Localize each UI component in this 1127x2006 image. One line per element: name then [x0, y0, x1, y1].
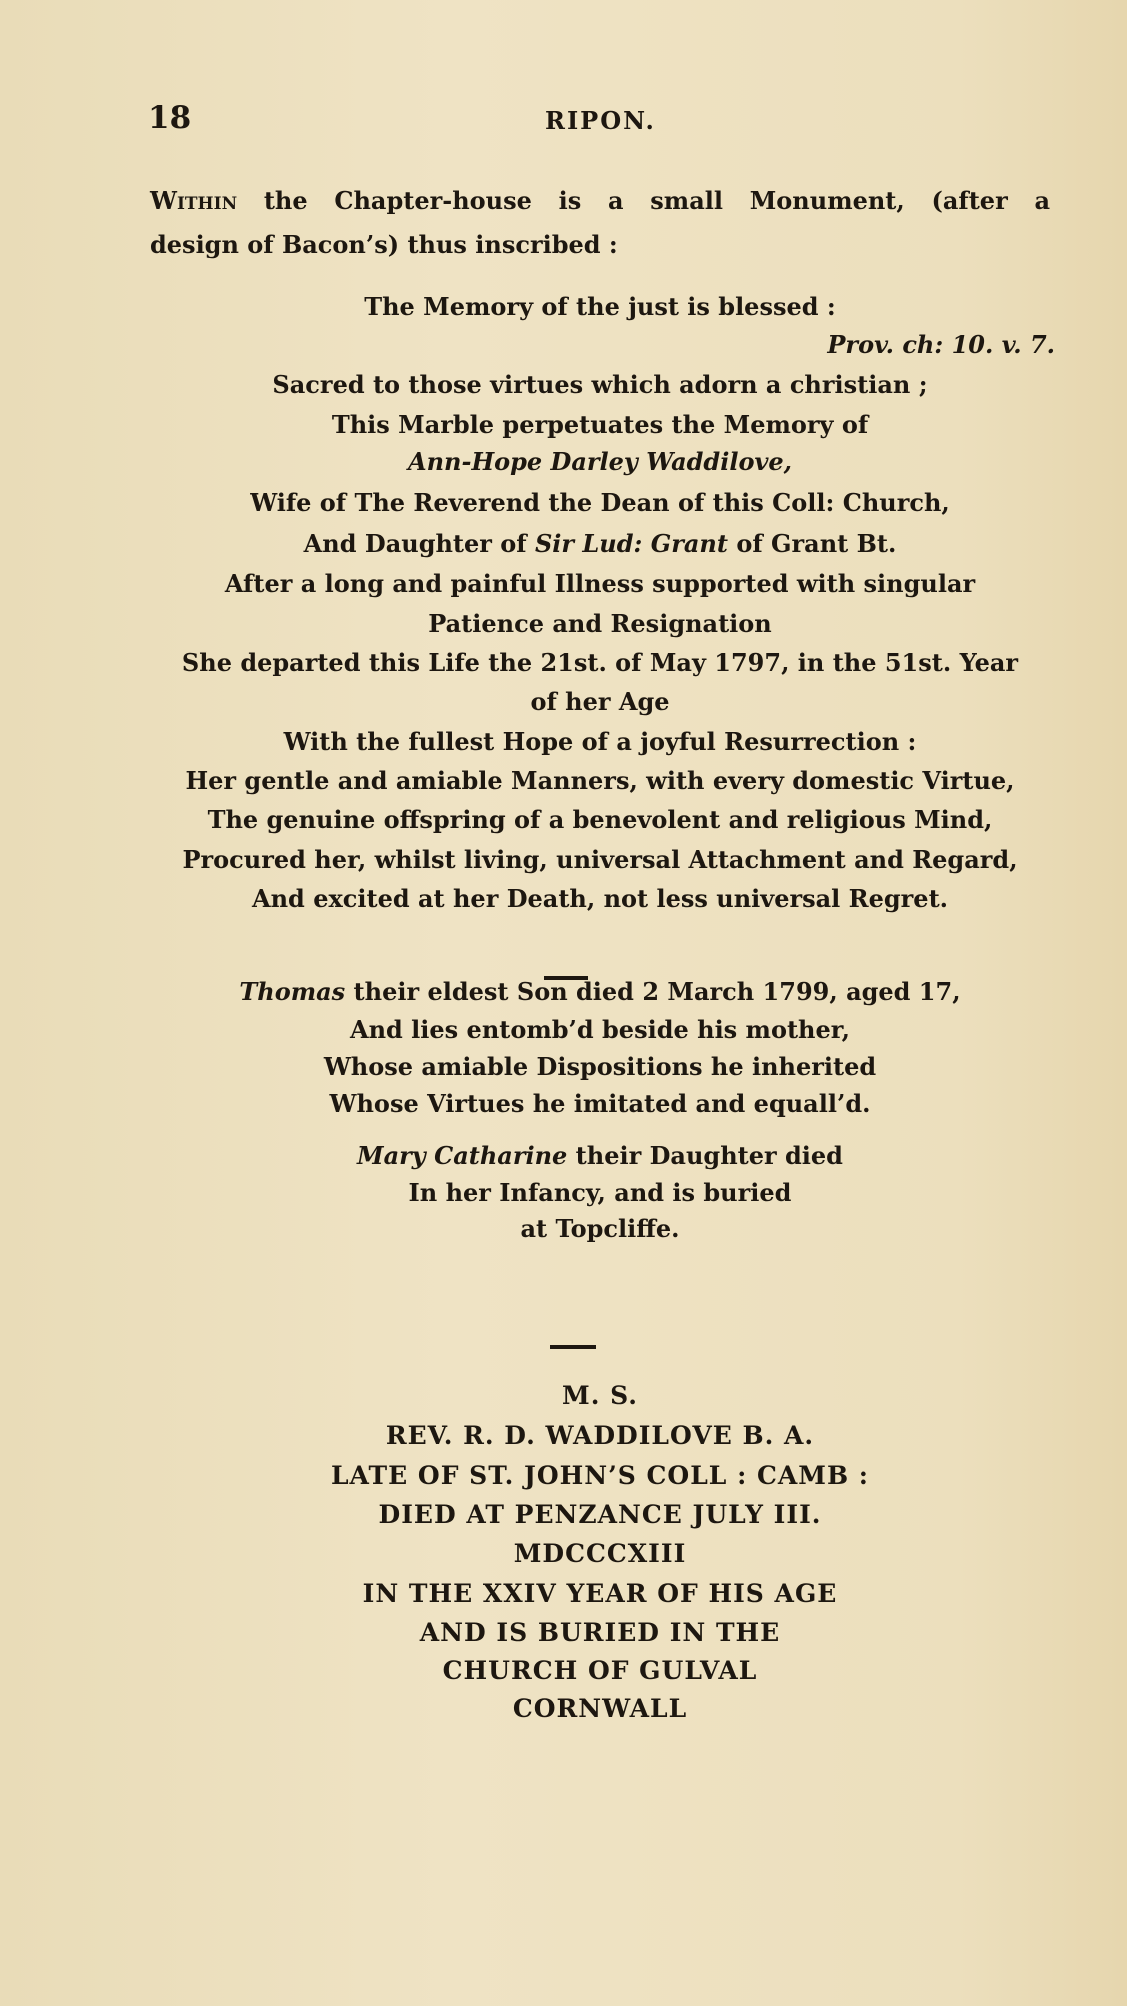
entombed-line: And lies entomb’d beside his mother, — [349, 1015, 851, 1044]
virtues-line: Whose Virtues he imitated and equall’d. — [329, 1089, 871, 1118]
wife-line: Wife of The Reverend the Dean of this Coll: Church, — [250, 488, 950, 517]
cornwall-line: CORNWALL — [512, 1694, 688, 1723]
father-name: Sir Lud: Grant — [534, 529, 728, 558]
intro-lead-word: Within — [150, 186, 238, 215]
running-head: RIPON. — [545, 106, 656, 135]
buried-line: AND IS BURIED IN THE — [419, 1618, 781, 1647]
marble-line: This Marble perpetuates the Memory of — [331, 410, 869, 439]
church-line: CHURCH OF GULVAL — [442, 1656, 758, 1685]
page-number: 18 — [148, 100, 192, 136]
illness-line: After a long and painful Illness supported with singular — [224, 569, 976, 598]
ms-line: M. S. — [562, 1381, 638, 1410]
thomas-line — [150, 977, 1050, 1007]
age-line: of her Age — [530, 687, 670, 716]
mary-line — [150, 1141, 1050, 1171]
daughter-pre: And Daughter of — [303, 529, 535, 558]
divider-rule-2 — [550, 1345, 596, 1349]
year-line: MDCCCXIII — [513, 1539, 687, 1568]
scripture-reference — [827, 330, 1055, 360]
mary-rest: their Daughter died — [567, 1141, 843, 1170]
procured-line: Procured her, whilst living, universal Attachment and Regard, — [182, 845, 1018, 874]
college-line: LATE OF ST. JOHN’S COLL : CAMB : — [330, 1461, 870, 1490]
died-line: DIED AT PENZANCE JULY III. — [378, 1500, 822, 1529]
mary-name: Mary Catharine — [357, 1141, 568, 1170]
manners-line: Her gentle and amiable Manners, with every domestic Virtue, — [185, 766, 1015, 795]
infancy-line: In her Infancy, and is buried — [408, 1178, 792, 1207]
dispositions-line: Whose amiable Dispositions he inherited — [323, 1052, 877, 1081]
departed-line: She departed this Life the 21st. of May 1797, in the 51st. Year — [181, 648, 1019, 677]
excited-line: And excited at her Death, not less universal Regret. — [251, 884, 949, 913]
thomas-name: Thomas — [239, 977, 346, 1006]
name-line — [150, 447, 1050, 477]
daughter-post: of Grant Bt. — [727, 529, 897, 558]
offspring-line: The genuine offspring of a benevolent and religious Mind, — [207, 805, 993, 834]
thomas-rest: their eldest Son died 2 March 1799, aged 17, — [345, 977, 961, 1006]
rev-line: REV. R. D. WADDILOVE B. A. — [385, 1421, 815, 1450]
deceased-name: Ann-Hope Darley Waddilove, — [407, 447, 793, 476]
motto: The Memory of the just is blessed : — [364, 292, 836, 321]
intro-line-1-text: the Chapter-house is a small Monument, (after a — [237, 186, 1050, 215]
sacred-line: Sacred to those virtues which adorn a christian ; — [272, 370, 928, 399]
scripture-reference-text: Prov. ch: 10. v. 7. — [827, 330, 1055, 359]
intro-line-2: design of Bacon’s) thus inscribed : — [150, 230, 618, 259]
topcliffe-line: at Topcliffe. — [520, 1214, 680, 1243]
age-line-2: IN THE XXIV YEAR OF HIS AGE — [362, 1579, 838, 1608]
daughter-line — [150, 529, 1050, 559]
page-header — [0, 100, 1127, 140]
patience-line: Patience and Resignation — [428, 609, 772, 638]
intro-line-1 — [150, 186, 1050, 216]
hope-line: With the fullest Hope of a joyful Resurrection : — [283, 727, 917, 756]
